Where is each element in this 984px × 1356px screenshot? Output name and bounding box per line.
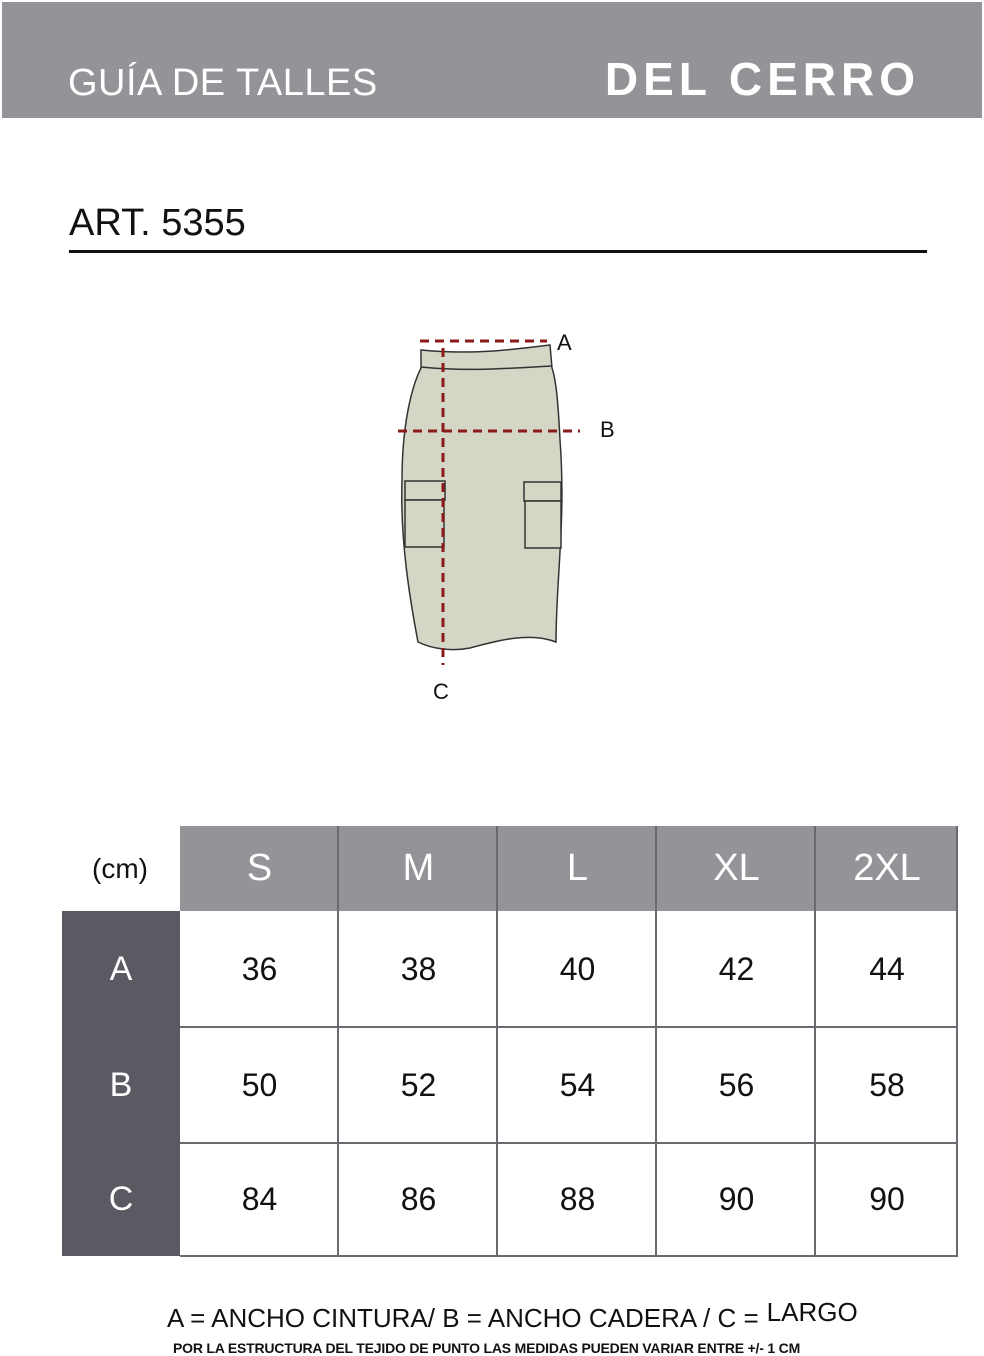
label-b: B <box>600 417 615 442</box>
table-cell: 36 <box>241 950 278 987</box>
brand-logo: DEL CERRO <box>604 53 920 105</box>
measurement-legend <box>167 1297 858 1334</box>
page-title: GUÍA DE TALLES <box>68 62 378 104</box>
legend-text: A = ANCHO CINTURA/ B = ANCHO CADERA / C = <box>167 1303 759 1333</box>
grid-line <box>180 1026 958 1028</box>
table-cell: 90 <box>718 1181 755 1217</box>
grid-line <box>814 826 816 1256</box>
label-a: A <box>557 330 572 355</box>
left-pocket-flap <box>405 481 445 500</box>
table-cell: 86 <box>400 1181 437 1217</box>
table-cell: 38 <box>400 950 437 987</box>
grid-line <box>956 826 958 1256</box>
table-cell: 52 <box>400 1066 437 1103</box>
row-head-a: A <box>62 911 180 1027</box>
legend-largo: LARGO <box>766 1297 858 1327</box>
row-head-c: C <box>62 1143 180 1256</box>
article-number: ART. 5355 <box>69 202 246 244</box>
size-header: XL <box>657 826 816 911</box>
table-cell: 88 <box>559 1181 596 1217</box>
size-header: 2XL <box>816 826 958 911</box>
grid-line <box>655 826 657 1256</box>
grid-line <box>180 1142 958 1144</box>
right-pocket-flap <box>524 482 561 501</box>
grid-line <box>496 826 498 1256</box>
right-pocket <box>525 501 561 548</box>
disclaimer-note: POR LA ESTRUCTURA DEL TEJIDO DE PUNTO LAS MEDIDAS PUEDEN VARIAR ENTRE +/- 1 CM <box>173 1340 801 1356</box>
table-cell: 42 <box>718 950 755 987</box>
size-header: L <box>498 826 657 911</box>
table-cell: 50 <box>241 1066 278 1103</box>
grid-line <box>180 1255 958 1257</box>
table-cell: 56 <box>718 1066 755 1103</box>
left-pocket <box>405 500 444 547</box>
unit-label: (cm) <box>92 852 148 884</box>
table-cell: 40 <box>559 950 596 987</box>
row-head-b: B <box>62 1027 180 1143</box>
size-header: S <box>180 826 339 911</box>
size-header: M <box>339 826 498 911</box>
table-cell: 84 <box>241 1181 278 1217</box>
table-cell: 90 <box>869 1181 905 1217</box>
table-cell: 44 <box>869 950 905 987</box>
grid-line <box>337 826 339 1256</box>
label-c: C <box>433 679 449 704</box>
table-cell: 54 <box>559 1066 596 1103</box>
table-cell: 58 <box>869 1066 905 1103</box>
